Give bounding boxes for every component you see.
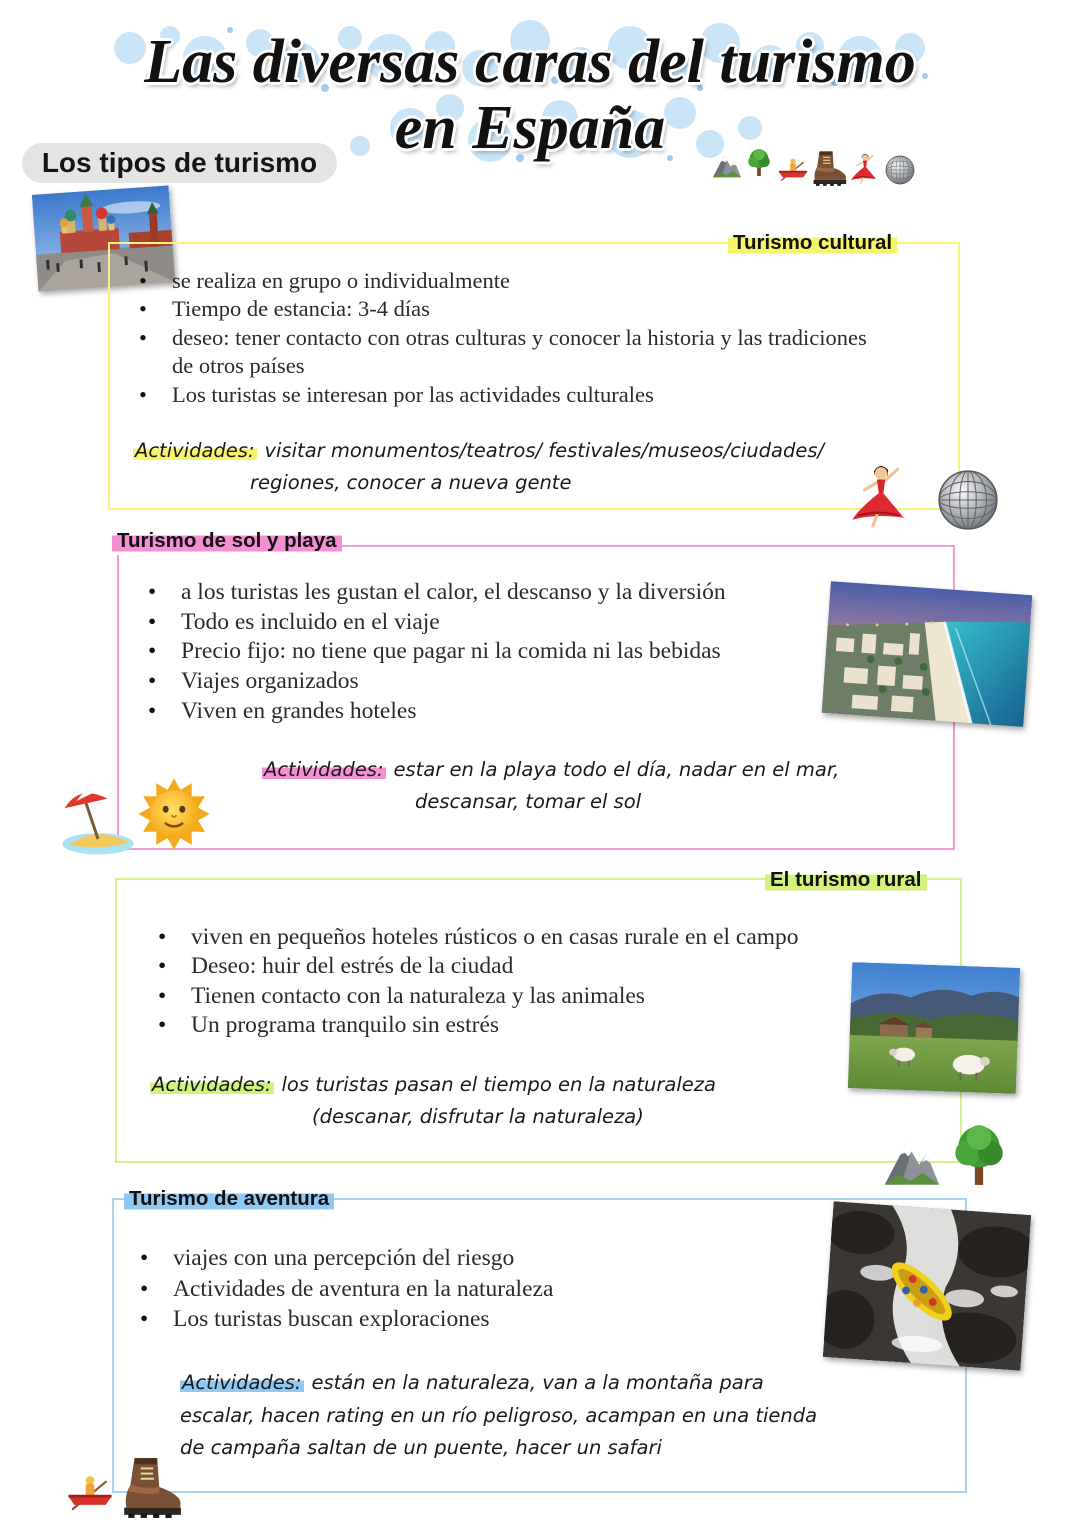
- section-subtitle: Los tipos de turismo: [22, 143, 337, 183]
- activities-text: visitar monumentos/teatros/ festivales/museos/ciudades/: [264, 439, 825, 462]
- activities-text: los turistas pasan el tiempo en la naturaleza: [281, 1073, 716, 1096]
- photo-countryside: [848, 962, 1020, 1094]
- activities-line: [150, 1071, 716, 1099]
- hiking-boot-icon: [118, 1452, 184, 1522]
- dancer-icon: [846, 460, 912, 530]
- list-item: • viajes con una percepción del riesgo: [173, 1243, 553, 1274]
- activities-line: [180, 1369, 764, 1397]
- dancer-icon: [848, 150, 880, 186]
- activities-label: Actividades:: [152, 1073, 272, 1096]
- activities-line: regiones, conocer a nueva gente: [250, 471, 572, 494]
- bullet-list: [181, 578, 726, 727]
- list-item: • viven en pequeños hoteles rústicos o en casas rurale en el campo: [191, 923, 799, 952]
- bullet-list: [173, 1243, 553, 1335]
- list-item: • Precio fijo: no tiene que pagar ni la comida ni las bebidas: [181, 637, 726, 667]
- list-item: • se realiza en grupo o individualmente: [172, 267, 872, 295]
- section-heading: Turismo de aventura: [124, 1185, 334, 1213]
- list-item: • Los turistas se interesan por las actividades culturales: [172, 381, 872, 409]
- section-heading: El turismo rural: [765, 866, 927, 894]
- list-item: • Tienen contacto con la naturaleza y las animales: [191, 982, 799, 1011]
- mountain-icon: [710, 150, 744, 180]
- disco-ball-icon: [935, 467, 1001, 533]
- activities-label: Actividades:: [182, 1371, 302, 1394]
- rowboat-icon: [774, 152, 812, 182]
- activities-label: Actividades:: [135, 439, 255, 462]
- disco-ball-icon: [884, 154, 916, 186]
- activities-line: escalar, hacen rating en un río peligroso, acampan en una tienda: [180, 1404, 818, 1427]
- activities-text: estar en la playa todo el día, nadar en el mar,: [393, 758, 840, 781]
- list-item: • Todo es incluido en el viaje: [181, 608, 726, 638]
- activities-line: (descanar, disfrutar la naturaleza): [312, 1105, 644, 1128]
- activities-line: [262, 756, 839, 784]
- sun-face-icon: [136, 776, 212, 852]
- list-item: • Un programa tranquilo sin estrés: [191, 1011, 799, 1040]
- rowboat-icon: [56, 1466, 124, 1512]
- bullet-list: [191, 923, 799, 1041]
- tree-icon: [744, 146, 774, 178]
- page-title-line-1: Las diversas caras del turismo: [144, 28, 916, 96]
- activities-line: de campaña saltan de un puente, hacer un safari: [180, 1436, 662, 1459]
- activities-label: Actividades:: [264, 758, 384, 781]
- list-item: • a los turistas les gustan el calor, el descanso y la diversión: [181, 578, 726, 608]
- list-item: • Actividades de aventura en la naturaleza: [173, 1274, 553, 1305]
- section-heading: Turismo cultural: [728, 229, 897, 257]
- activities-line: descansar, tomar el sol: [415, 790, 642, 813]
- activities-text: están en la naturaleza, van a la montaña para: [311, 1371, 764, 1394]
- bullet-list: [172, 267, 872, 409]
- page-title-line-2: en España: [394, 94, 666, 162]
- section-heading: Turismo de sol y playa: [112, 527, 342, 555]
- list-item: • deseo: tener contacto con otras culturas y conocer la historia y las tradiciones de otros países: [172, 324, 872, 381]
- mountain-icon: [878, 1132, 946, 1190]
- list-item: • Viven en grandes hoteles: [181, 697, 726, 727]
- photo-rafting: [823, 1201, 1031, 1370]
- list-item: • Deseo: huir del estrés de la ciudad: [191, 952, 799, 981]
- photo-beach: [822, 581, 1033, 727]
- list-item: • Los turistas buscan exploraciones: [173, 1304, 553, 1335]
- beach-umbrella-island-icon: [58, 782, 138, 858]
- list-item: • Viajes organizados: [181, 667, 726, 697]
- hiking-boot-icon: [810, 148, 848, 188]
- tree-icon: [946, 1120, 1012, 1188]
- activities-line: [133, 437, 824, 465]
- list-item: • Tiempo de estancia: 3-4 días: [172, 295, 872, 323]
